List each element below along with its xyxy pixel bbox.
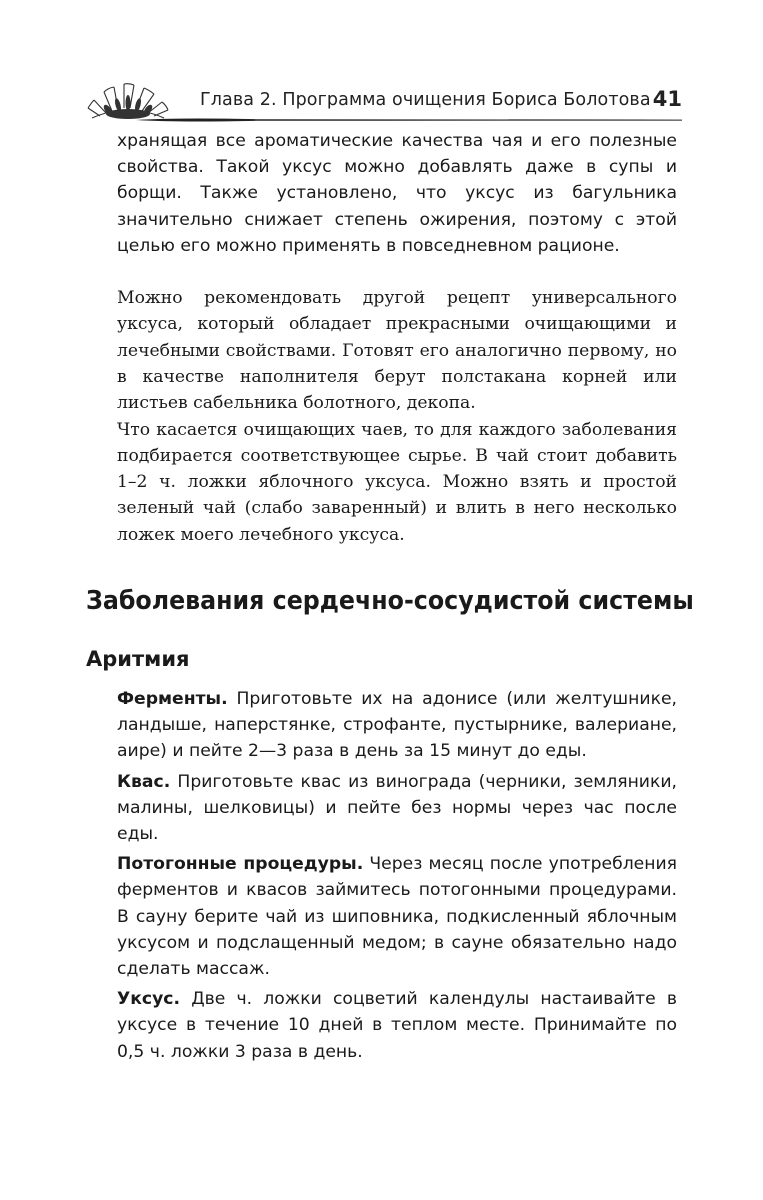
paragraph-continued: хранящая все ароматические качества чая и его полезные свойства. Такой уксус можно добавлять даже в супы и борщи. Также установлено, что уксус из багульника значительно снижает степень ожирения, поэтому с этой целью его можно применять в повседневном рационе.	[117, 131, 677, 256]
item-text: Две ч. ложки соцветий календулы настаивайте в уксусе в течение 10 дней в теплом месте. Принимайте по 0,5 ч. ложки 3 раза в день.	[117, 989, 677, 1062]
item-term: Ферменты.	[117, 688, 228, 709]
item-term: Потогонные процедуры.	[117, 854, 364, 875]
running-header	[78, 70, 682, 126]
page-number: 41	[652, 87, 682, 111]
page-content	[86, 128, 694, 1065]
subsection-title: Аритмия	[86, 646, 190, 671]
item-term: Уксус.	[117, 989, 181, 1010]
paragraph-teas: Что касается очищающих чаев, то для каждого заболевания подбирается соответствующее сырье. В чай стоит добавить 1–2 ч. ложки яблочного уксуса. Можно взять и простой зеленый чай (слабо заваренный) и влить в него несколько ложек моего лечебного уксуса.	[117, 419, 677, 545]
item-text: Приготовьте квас из винограда (черники, земляники, малины, шелковицы) и пейте без нормы через час после еды.	[117, 771, 677, 844]
item-text: Через месяц после употребления ферментов и квасов займитесь потогонными процедурами. В сауну берите чай из шиповника, подкисленный яблочным уксусом и подслащенный медом; в сауне обязательно надо сделать массаж.	[117, 854, 677, 980]
chapter-title: Глава 2. Программа очищения Бориса Болотова	[200, 90, 651, 110]
item-enzymes	[117, 686, 677, 765]
sunflower-icon	[78, 72, 178, 122]
item-kvass	[117, 769, 677, 848]
item-text: Приготовьте их на адонисе (или желтушнике, ландыше, наперстянке, строфанте, пустырнике, валериане, аире) и пейте 2—3 раза в день за 15 минут до еды.	[117, 688, 677, 762]
section-title: Заболевания сердечно-сосудистой системы	[86, 585, 694, 616]
item-vinegar	[117, 986, 677, 1065]
item-term: Квас.	[117, 771, 171, 792]
header-rule	[136, 117, 682, 123]
item-sweating	[117, 851, 677, 982]
paragraph-recipe: Можно рекомендовать другой рецепт универсального уксуса, который обладает прекрасными очищающими и лечебными свойствами. Готовят его аналогично первому, но в качестве наполнителя берут полстакана корней или листьев сабельника болотного, декопа.	[117, 288, 677, 414]
